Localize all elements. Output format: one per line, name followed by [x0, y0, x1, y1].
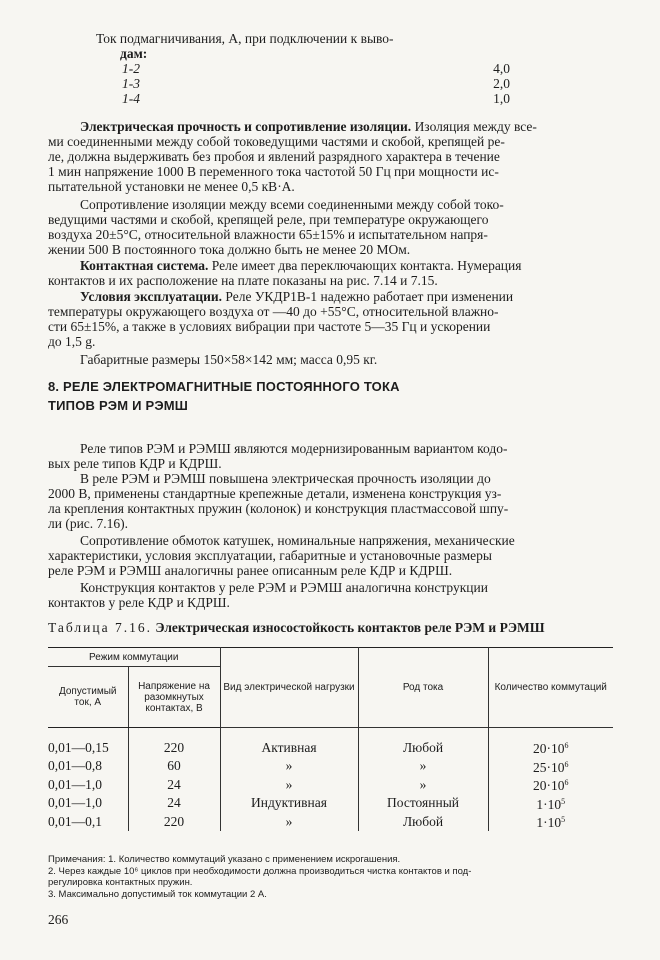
cell-count: $1\cdot 10^5$ — [488, 812, 613, 831]
cell-voltage: 24 — [128, 794, 220, 813]
paragraph-line: Сопротивление изоляции между всеми соединенными между собой токо- — [80, 197, 504, 212]
note-line: 3. Максимально допустимый ток коммутации 2 А. — [48, 888, 267, 900]
paragraph-line: жении 500 В постоянного тока должно быть не менее 20 МОм. — [48, 242, 411, 257]
column-header: Вид электрической нагрузки — [220, 648, 358, 728]
paragraph-line: 2000 В, применены стандартные крепежные детали, изменена конструкция уз- — [48, 486, 502, 501]
page-number: 266 — [48, 912, 69, 927]
paragraph-line: Электрическая прочность и сопротивление изоляции. Изоляция между все- — [80, 119, 537, 134]
column-header: Род тока — [358, 648, 488, 728]
cell-load: » — [220, 775, 358, 794]
pin-label: 1-3 — [122, 76, 140, 91]
table-row — [48, 775, 613, 794]
cell-kind: Постоянный — [358, 794, 488, 813]
table-notes — [48, 854, 471, 900]
paragraph-line: В реле РЭМ и РЭМШ повышена электрическая прочность изоляции до — [80, 471, 491, 486]
cell-count: $1\cdot 10^5$ — [488, 794, 613, 813]
table-row — [48, 794, 613, 813]
paragraph-line: ла крепления контактных пружин (колонок) и конструкция пластмассовой шпу- — [48, 501, 509, 516]
pin-value: 4,0 — [493, 61, 510, 76]
cell-kind: » — [358, 757, 488, 776]
cell-voltage: 220 — [128, 812, 220, 831]
paragraph-lead: Электрическая прочность и сопротивление изоляции. — [80, 119, 412, 134]
column-header: Количество коммутаций — [488, 648, 613, 728]
cell-current: 0,01—1,0 — [48, 776, 102, 792]
cell-voltage: 220 — [128, 728, 220, 757]
paragraph-line: ведущими частями и скобой, крепящей реле, при температуре окружающего — [48, 212, 489, 227]
cell-load: » — [220, 812, 358, 831]
paragraph-line: контактов у реле КДР и КДРШ. — [48, 595, 230, 610]
cell-load: Активная — [220, 728, 358, 757]
table-caption-prefix: Таблица 7.16. — [48, 620, 152, 635]
cell-kind: » — [358, 775, 488, 794]
table-caption-title: Электрическая износостойкость контактов реле РЭМ и РЭМШ — [155, 620, 545, 635]
cell-current: 0,01—0,15 — [48, 739, 109, 755]
table-row — [48, 757, 613, 776]
paragraph-line: до 1,5 g. — [48, 334, 96, 349]
cell-count: $20\cdot 10^6$ — [488, 728, 613, 757]
cell-current: 0,01—1,0 — [48, 795, 102, 810]
paragraph-lead: Контактная система. — [80, 258, 209, 273]
paragraph-line: ли (рис. 7.16). — [48, 516, 129, 531]
pin-label: 1-2 — [122, 61, 140, 76]
table-row — [48, 728, 613, 757]
paragraph-line: Условия эксплуатации. Реле УКДР1В-1 надежно работает при изменении — [80, 289, 514, 304]
paragraph-line: контактов и их расположение на плате показаны на рис. 7.14 и 7.15. — [48, 273, 438, 288]
cell-voltage: 60 — [128, 757, 220, 776]
paragraph-line: воздуха 20±5°С, относительной влажности 65±15% и испытательном напря- — [48, 227, 488, 242]
intro-line: дам: — [120, 46, 148, 61]
pin-value: 1,0 — [493, 91, 510, 106]
paragraph-line: температуры окружающего воздуха от —40 до +55°С, относительной влажно- — [48, 304, 499, 319]
paragraph-line: ле, должна выдерживать без пробоя и явлений разрядного характера в течение — [48, 149, 500, 164]
note-line: регулировка контактных пружин. — [48, 877, 193, 888]
commutation-table — [48, 647, 613, 831]
paragraph-lead: Условия эксплуатации. — [80, 289, 223, 304]
paragraph-line: вых реле типов КДР и КДРШ. — [48, 456, 222, 471]
paragraph-line: Реле типов РЭМ и РЭМШ являются модернизированным вариантом кодо- — [80, 441, 508, 456]
cell-current: 0,01—0,8 — [48, 758, 102, 773]
paragraph-line: сти 65±15%, а также в условиях вибрации при частоте 5—35 Гц и ускорении — [48, 319, 491, 334]
cell-current: 0,01—0,1 — [48, 813, 102, 829]
paragraph-line: Контактная система. Реле имеет два переключающих контакта. Нумерация — [80, 258, 522, 273]
pin-value: 2,0 — [493, 76, 510, 91]
cell-voltage: 24 — [128, 775, 220, 794]
cell-count: $20\cdot 10^6$ — [488, 775, 613, 794]
cell-kind: Любой — [358, 728, 488, 757]
column-header: Допустимый ток, А — [48, 667, 128, 728]
paragraph-line: ми соединенными между собой токоведущими частями и скобой, крепящей ре- — [48, 134, 505, 149]
paragraph-line: 1 мин напряжение 1000 В переменного тока частотой 50 Гц при мощности ис- — [48, 164, 499, 179]
intro-line: Ток подмагничивания, А, при подключении к выво- — [96, 31, 394, 46]
paragraph-line: реле РЭМ и РЭМШ аналогичны ранее описанным реле КДР и КДРШ. — [48, 563, 453, 578]
cell-count: $25\cdot 10^6$ — [488, 757, 613, 776]
note-line: Примечания: 1. Количество коммутаций указано с применением искрогашения. — [48, 854, 401, 865]
paragraph-line: пытательной установки не менее 0,5 кВ·А. — [48, 179, 295, 194]
paragraph-line: Габаритные размеры 150×58×142 мм; масса 0,95 кг. — [80, 352, 378, 367]
section-heading: ТИПОВ РЭМ И РЭМШ — [48, 398, 189, 413]
table-caption — [48, 620, 545, 636]
paragraph-line: Конструкция контактов у реле РЭМ и РЭМШ аналогична конструкции — [80, 580, 488, 595]
group-header: Режим коммутации — [48, 648, 220, 667]
paragraph-line: характеристики, условия эксплуатации, габаритные и установочные размеры — [48, 548, 492, 563]
pin-label: 1-4 — [122, 91, 140, 106]
cell-kind: Любой — [358, 812, 488, 831]
section-heading: 8. РЕЛЕ ЭЛЕКТРОМАГНИТНЫЕ ПОСТОЯННОГО ТОКА — [48, 379, 400, 394]
note-line: 2. Через каждые 10⁶ циклов при необходимости должна производиться чистка контактов и под- — [48, 865, 472, 877]
column-header: Напряжение на разомкнутых контактах, В — [128, 667, 220, 728]
cell-load: Индуктивная — [220, 794, 358, 813]
paragraph-line: Сопротивление обмоток катушек, номинальные напряжения, механические — [80, 533, 515, 548]
table-row — [48, 812, 613, 831]
cell-load: » — [220, 757, 358, 776]
